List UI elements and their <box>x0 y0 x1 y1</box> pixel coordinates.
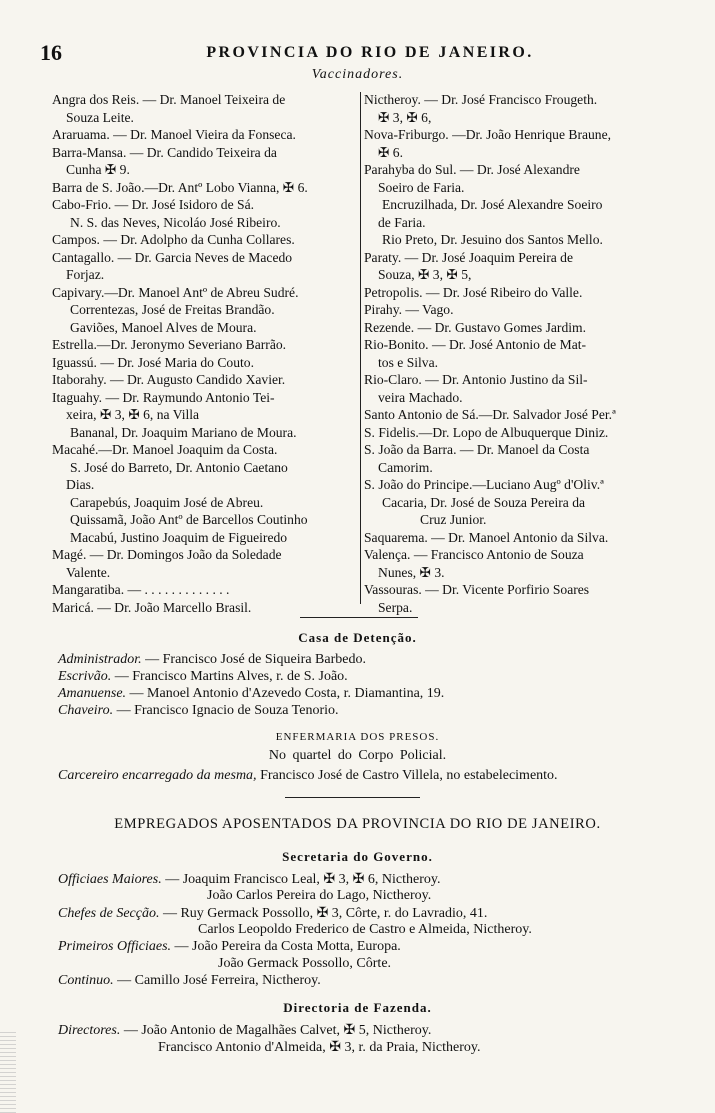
vaccinador-entry: Valença. — Francisco Antonio de Souza <box>364 547 584 562</box>
secretaria-line <box>58 871 440 888</box>
vaccinador-entry: Macabú, Justino Joaquim de Figueiredo <box>70 529 288 545</box>
role-label: Directores. <box>58 1023 121 1038</box>
vaccinador-entry: Camorim. <box>378 459 433 475</box>
vaccinador-entry: Itaguahy. — Dr. Raymundo Antonio Tei- <box>52 389 275 405</box>
enfermaria-heading: ENFERMARIA DOS PRESOS. <box>275 731 440 743</box>
secretaria-line <box>58 905 487 922</box>
section-divider <box>300 617 418 618</box>
entry-text: — Ruy Germack Possollo, ✠ 3, Côrte, r. do Lavradio, 41. <box>162 906 488 921</box>
column-divider <box>360 92 361 604</box>
vaccinador-entry: Mangaratiba. — . . . . . . . . . . . . . <box>52 582 230 597</box>
casa-line <box>58 703 339 719</box>
vaccinador-entry: Souza, ✠ 3, ✠ 5, <box>378 267 472 282</box>
vaccinador-entry: Encruzilhada, Dr. José Alexandre Soeiro <box>382 197 603 212</box>
vaccinador-entry: Vassouras. — Dr. Vicente Porfirio Soares <box>364 582 590 597</box>
role-label: Administrador. <box>58 652 142 667</box>
vaccinador-entry: Nictheroy. — Dr. José Francisco Frougeth. <box>364 92 598 107</box>
vaccinador-entry: N. S. das Neves, Nicoláo José Ribeiro. <box>70 214 281 230</box>
vaccinador-entry: Petropolis. — Dr. José Ribeiro do Valle. <box>364 284 583 300</box>
role-label: Chefes de Secção. <box>58 906 160 921</box>
vaccinador-entry: Serpa. <box>378 599 413 615</box>
vaccinador-entry: Rio-Claro. — Dr. Antonio Justino da Sil- <box>364 372 588 387</box>
vaccinador-entry: Barra de S. João.—Dr. Antº Lobo Vianna, ✠ 6. <box>52 179 308 195</box>
vaccinador-entry: Cunha ✠ 9. <box>66 162 130 177</box>
vaccinador-entry: Cabo-Frio. — Dr. José Isidoro de Sá. <box>52 197 255 212</box>
vaccinador-entry: Paraty. — Dr. José Joaquim Pereira de <box>364 249 574 265</box>
role-label: Amanuense. <box>58 686 127 701</box>
vaccinador-entry: Quissamã, João Antº de Barcellos Coutinho <box>70 512 308 527</box>
vaccinador-entry: Cantagallo. — Dr. Garcia Neves de Macedo <box>52 249 293 265</box>
vaccinador-entry: Valente. <box>66 564 111 580</box>
casa-line <box>58 652 366 668</box>
secretaria-line <box>198 922 532 938</box>
role-label: Continuo. <box>58 973 114 988</box>
page-number: 16 <box>40 40 62 65</box>
vaccinador-entry: Araruama. — Dr. Manoel Vieira da Fonseca. <box>52 127 296 142</box>
vaccinador-entry: Correntezas, José de Freitas Brandão. <box>70 302 275 317</box>
entry-text: João Carlos Pereira do Lago, Nictheroy. <box>207 888 432 903</box>
vaccinador-entry: Souza Leite. <box>66 109 134 125</box>
carcereiro-line <box>58 768 558 784</box>
vaccinador-entry: Rio Preto, Dr. Jesuino dos Santos Mello. <box>382 232 603 247</box>
vaccinador-entry: Gaviões, Manoel Alves de Moura. <box>70 319 257 335</box>
vaccinador-entry: Barra-Mansa. — Dr. Candido Teixeira da <box>52 144 277 160</box>
vaccinador-entry: Rio-Bonito. — Dr. José Antonio de Mat- <box>364 337 587 352</box>
role-label: Escrivão. <box>58 669 112 684</box>
vaccinador-entry: xeira, ✠ 3, ✠ 6, na Villa <box>66 407 200 422</box>
entry-text: — Francisco Martins Alves, r. de S. João. <box>111 669 348 684</box>
vaccinador-entry: Soeiro de Faria. <box>378 179 465 195</box>
page-header <box>40 40 700 66</box>
role-label: Chaveiro. <box>58 703 114 718</box>
role-label: Carcereiro encarregado da mesma, <box>58 768 257 783</box>
entry-text: — Francisco Ignacio de Souza Tenorio. <box>113 703 339 718</box>
vaccinador-entry: S. Fidelis.—Dr. Lopo de Albuquerque Diniz. <box>364 424 609 440</box>
entry-text: — Joaquim Francisco Leal, ✠ 3, ✠ 6, Nictheroy. <box>165 872 441 887</box>
vaccinador-entry: Cruz Junior. <box>420 512 487 527</box>
casa-line <box>58 686 444 702</box>
vaccinadores-left-column <box>52 91 357 616</box>
vaccinador-entry: Nunes, ✠ 3. <box>378 564 445 580</box>
secretaria-line <box>218 956 391 972</box>
vaccinador-entry: Iguassú. — Dr. José Maria do Couto. <box>52 354 255 370</box>
entry-text: Carlos Leopoldo Frederico de Castro e Almeida, Nictheroy. <box>198 922 532 937</box>
entry-text: — Camillo José Ferreira, Nictheroy. <box>117 973 321 988</box>
vaccinador-entry: Carapebús, Joaquim José de Abreu. <box>70 494 264 510</box>
vaccinador-entry: tos e Silva. <box>378 354 439 370</box>
vaccinador-entry: ✠ 3, ✠ 6, <box>378 109 432 125</box>
vaccinador-entry: Parahyba do Sul. — Dr. José Alexandre <box>364 162 580 177</box>
vaccinador-entry: S. João do Principe.—Luciano Augº d'Oliv.ª <box>364 477 604 492</box>
vaccinador-entry: de Faria. <box>378 214 426 230</box>
vaccinador-entry: S. João da Barra. — Dr. Manoel da Costa <box>364 442 590 457</box>
vaccinador-entry: Forjaz. <box>66 267 105 282</box>
entry-text: — João Pereira da Costa Motta, Europa. <box>174 939 401 954</box>
fazenda-line <box>58 1022 431 1039</box>
vaccinador-entry: Pirahy. — Vago. <box>364 302 454 317</box>
vaccinador-entry: veira Machado. <box>378 389 463 405</box>
entry-text: — Manoel Antonio d'Azevedo Costa, r. Diamantina, 19. <box>126 686 445 701</box>
secretaria-line <box>58 973 321 989</box>
aposentados-heading: EMPREGADOS APOSENTADOS DA PROVINCIA DO RIO DE JANEIRO. <box>114 816 601 832</box>
entry-text: — Francisco José de Siqueira Barbedo. <box>141 652 366 667</box>
vaccinador-entry: Estrella.—Dr. Jeronymo Severiano Barrão. <box>52 337 287 352</box>
vaccinador-entry: S. José do Barreto, Dr. Antonio Caetano <box>70 459 288 475</box>
vaccinador-entry: Santo Antonio de Sá.—Dr. Salvador José Per.ª <box>364 407 616 422</box>
vaccinador-entry: Rezende. — Dr. Gustavo Gomes Jardim. <box>364 319 586 335</box>
role-label: Officiaes Maiores. <box>58 872 162 887</box>
page-title: PROVINCIA DO RIO DE JANEIRO. <box>206 44 534 61</box>
vaccinador-entry: Bananal, Dr. Joaquim Mariano de Moura. <box>70 424 297 440</box>
vaccinadores-right-column <box>364 91 704 616</box>
entry-text: João Germack Possollo, Côrte. <box>218 956 392 971</box>
enfermaria-line: No quartel do Corpo Policial. <box>268 748 447 763</box>
fazenda-line <box>158 1039 480 1056</box>
fazenda-heading: Directoria de Fazenda. <box>283 1000 432 1015</box>
role-label: Primeiros Officiaes. <box>58 939 172 954</box>
vaccinador-entry: Capivary.—Dr. Manoel Antº de Abreu Sudré. <box>52 284 299 300</box>
section-divider <box>285 797 420 798</box>
entry-text: Francisco Antonio d'Almeida, ✠ 3, r. da Praia, Nictheroy. <box>158 1040 481 1055</box>
vaccinador-entry: Campos. — Dr. Adolpho da Cunha Collares. <box>52 232 295 247</box>
vaccinador-entry: Saquarema. — Dr. Manoel Antonio da Silva. <box>364 529 609 545</box>
vaccinador-entry: Magé. — Dr. Domingos João da Soledade <box>52 547 282 562</box>
vaccinador-entry: Dias. <box>66 477 95 492</box>
vaccinador-entry: Nova-Friburgo. —Dr. João Henrique Braune, <box>364 127 612 142</box>
casa-line <box>58 669 348 685</box>
vaccinador-entry: Macahé.—Dr. Manoel Joaquim da Costa. <box>52 442 278 457</box>
secretaria-line <box>207 888 431 904</box>
page-edge-texture <box>0 1030 16 1113</box>
secretaria-heading: Secretaria do Governo. <box>282 849 433 864</box>
casa-detencao-heading: Casa de Detenção. <box>298 630 417 645</box>
vaccinador-entry: ✠ 6. <box>378 144 403 160</box>
vaccinador-entry: Angra dos Reis. — Dr. Manoel Teixeira de <box>52 92 286 107</box>
vaccinador-entry: Itaborahy. — Dr. Augusto Candido Xavier. <box>52 372 286 387</box>
vaccinador-entry: Cacaria, Dr. José de Souza Pereira da <box>382 494 586 510</box>
vaccinadores-heading: Vaccinadores. <box>311 67 404 82</box>
secretaria-line <box>58 939 401 955</box>
entry-text: Francisco José de Castro Villela, no estabelecimento. <box>256 768 558 783</box>
vaccinador-entry: Maricá. — Dr. João Marcello Brasil. <box>52 599 252 615</box>
entry-text: — João Antonio de Magalhães Calvet, ✠ 5, Nictheroy. <box>123 1023 432 1038</box>
